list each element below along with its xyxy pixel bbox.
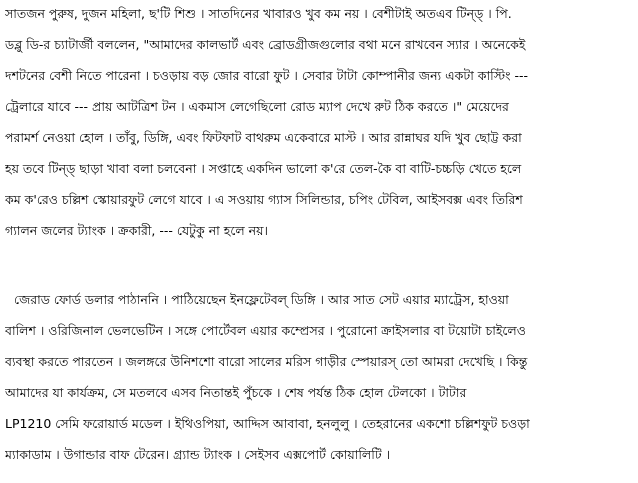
text-line: হয় তবে টিন্ড্ ছাড়া খাবা বলা চলবেনা । সপ্তাহে একদিন ভালো ক'রে তেল-কৈ বা বাটি-চচ্চড়ি খেতে হলে: [5, 161, 522, 176]
text-line: দশটনের বেশী নিতে পারেনা । চওড়ায় বড় জোর বারো ফুট । সেবার টাটা কোম্পানীর জন্য একটা কাস্টিং ---: [5, 68, 528, 83]
text-line: পরামর্শ নেওয়া হোল । তাঁবু, ডিঙ্গি, এবং ফিটফাট বাথরুম একেবারে মাস্ট । আর রান্নাঘর যদি খুব ছোট্ট করা: [5, 130, 522, 145]
text-line: জেরাড ফোর্ড ডলার পাঠাননি । পাঠিয়েছেন ইনফ্লেটেবল্ ডিঙ্গি । আর সাত সেট এয়ার ম্যাট্রেস, হাওয়া: [14, 292, 509, 307]
text-line: আমাদের যা কার্যক্রম, সে মতলবে এসব নিতান্তই পুঁচকে । শেষ পর্যন্ত ঠিক হোল টেলকো । টাটার: [5, 385, 467, 400]
text-line: ট্রেলারে যাবে --- প্রায় আটত্রিশ টন । একমাস লেগেছিলো রোড ম্যাপ দেখে রুট ঠিক করতে ।" মেয়েদের: [5, 99, 509, 114]
text-line: সাতজন পুরুষ, দুজন মহিলা, ছ'টি শিশু । সাতদিনের খাবারও খুব কম নয় । বেশীটাই অতএব টিন্ড্ । পি.: [5, 6, 512, 21]
text-line: কম ক'রেও চল্লিশ স্কোয়ারফুট লেগে যাবে । এ সওয়ায় গ্যাস সিলিন্ডার, চপিং টেবিল, আইসবক্স এবং তিরিশ: [5, 192, 523, 207]
text-line: বালিশ । ওরিজিনাল ভেলভেটিন । সঙ্গে পোর্টেবল এয়ার কম্প্রেসর । পুরোনো ক্রাইসলার বা টয়োটা চাইলেও: [5, 323, 526, 338]
text-line: LP1210 সেমি ফরোয়ার্ড মডেল । ইথিওপিয়া, আদ্দিস আবাবা, হনলুলু । তেহরানের একশো চল্লিশফুট চওড়া: [5, 416, 530, 431]
text-line: ম্যাকাডাম । উগান্ডার বাফ টেরেন। গ্র্যান্ড ট্যাংক । সেইসব এক্সপোর্ট কোয়ালিটি ।: [5, 447, 391, 462]
text-line: ব্যবস্থা করতে পারতেন । জলঙ্গরে উনিশশো বারো সালের মরিস গাড়ীর স্পেয়ারস্ তো আমরা দেখেছি । কিন্তু: [5, 354, 528, 369]
text-line: ডব্লু ডি-র চ্যাটার্জী বললেন, "আমাদের কালভার্ট এবং ব্রোডগ্রীজগুলোর বথা মনে রাখবেন স্যার । অনেকেই: [5, 37, 526, 52]
text-line: গ্যালন জলের ট্যাংক । ক্রকারী, --- যেটুকু না হলে নয়।: [5, 223, 268, 238]
